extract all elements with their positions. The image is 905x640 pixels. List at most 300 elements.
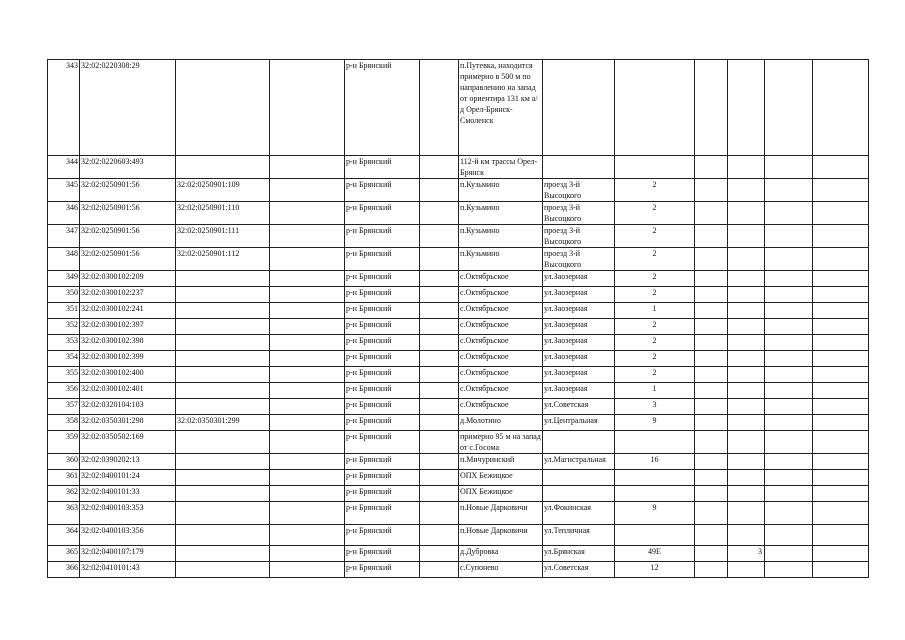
empty-cell (695, 225, 728, 248)
building-number-cell (728, 415, 765, 431)
street-cell: ул.Заозерная (543, 351, 615, 367)
empty-cell (420, 335, 459, 351)
empty-cell (765, 486, 813, 502)
cadastral-number-cell: 32:02:0300102:237 (80, 287, 176, 303)
street-cell: ул.Заозерная (543, 287, 615, 303)
related-cadastral-number-cell (176, 303, 270, 319)
street-cell: проезд 3-й Высоцкого (543, 248, 615, 271)
row-number-cell: 357 (48, 399, 80, 415)
related-cadastral-number-cell: 32:02:0250901:112 (176, 248, 270, 271)
empty-cell (695, 248, 728, 271)
locality-cell: п.Путевка, находится примерно в 500 м по направлению на запад от ориентира 131 км а/д Орел-Брянск-Смоленск (459, 60, 543, 156)
locality-cell: п.Мичуринский (459, 454, 543, 470)
locality-cell: д.Молотино (459, 415, 543, 431)
building-number-cell (728, 383, 765, 399)
building-number-cell (728, 202, 765, 225)
building-number-cell (728, 319, 765, 335)
empty-cell (695, 431, 728, 454)
table-row (48, 502, 869, 525)
row-number-cell: 363 (48, 502, 80, 525)
house-number-cell: 2 (615, 287, 695, 303)
locality-cell: с.Октябрьское (459, 271, 543, 287)
street-cell: проезд 3-й Высоцкого (543, 179, 615, 202)
empty-cell (765, 271, 813, 287)
empty-cell (765, 179, 813, 202)
municipality-cell: р-н Брянский (345, 367, 420, 383)
empty-cell (270, 546, 345, 562)
empty-cell (420, 156, 459, 179)
empty-cell (765, 525, 813, 546)
building-number-cell (728, 303, 765, 319)
empty-cell (270, 525, 345, 546)
table-row (48, 60, 869, 156)
empty-cell (765, 319, 813, 335)
cadastral-number-cell: 32:02:0390202:13 (80, 454, 176, 470)
house-number-cell (615, 156, 695, 179)
empty-cell (420, 546, 459, 562)
empty-cell (765, 287, 813, 303)
empty-cell (695, 525, 728, 546)
house-number-cell: 9 (615, 415, 695, 431)
related-cadastral-number-cell (176, 383, 270, 399)
empty-cell (695, 303, 728, 319)
empty-cell (695, 271, 728, 287)
row-number-cell: 345 (48, 179, 80, 202)
empty-cell (420, 454, 459, 470)
cadastral-number-cell: 32:02:0300102:209 (80, 271, 176, 287)
locality-cell: ОПХ Бежицкое (459, 470, 543, 486)
empty-cell (813, 202, 869, 225)
house-number-cell: 2 (615, 335, 695, 351)
empty-cell (813, 431, 869, 454)
empty-cell (270, 562, 345, 578)
empty-cell (420, 486, 459, 502)
empty-cell (765, 335, 813, 351)
empty-cell (813, 303, 869, 319)
related-cadastral-number-cell (176, 287, 270, 303)
row-number-cell: 346 (48, 202, 80, 225)
locality-cell: с.Октябрьское (459, 351, 543, 367)
table-row (48, 415, 869, 431)
empty-cell (695, 335, 728, 351)
empty-cell (813, 546, 869, 562)
municipality-cell: р-н Брянский (345, 399, 420, 415)
table-body (48, 60, 869, 578)
cadastral-number-cell: 32:02:0350301:298 (80, 415, 176, 431)
empty-cell (765, 454, 813, 470)
empty-cell (765, 431, 813, 454)
empty-cell (765, 367, 813, 383)
empty-cell (765, 351, 813, 367)
street-cell (543, 431, 615, 454)
municipality-cell: р-н Брянский (345, 431, 420, 454)
empty-cell (270, 225, 345, 248)
house-number-cell: 3 (615, 399, 695, 415)
empty-cell (270, 179, 345, 202)
empty-cell (813, 454, 869, 470)
building-number-cell (728, 486, 765, 502)
municipality-cell: р-н Брянский (345, 335, 420, 351)
empty-cell (270, 399, 345, 415)
empty-cell (270, 156, 345, 179)
cadastral-number-cell: 32:02:0400103:356 (80, 525, 176, 546)
related-cadastral-number-cell (176, 546, 270, 562)
empty-cell (813, 271, 869, 287)
empty-cell (813, 156, 869, 179)
building-number-cell (728, 248, 765, 271)
empty-cell (813, 415, 869, 431)
empty-cell (813, 486, 869, 502)
municipality-cell: р-н Брянский (345, 415, 420, 431)
locality-cell: п.Новые Дарковичи (459, 502, 543, 525)
related-cadastral-number-cell (176, 156, 270, 179)
table-row (48, 271, 869, 287)
related-cadastral-number-cell (176, 351, 270, 367)
building-number-cell (728, 525, 765, 546)
related-cadastral-number-cell (176, 525, 270, 546)
municipality-cell: р-н Брянский (345, 287, 420, 303)
empty-cell (765, 248, 813, 271)
locality-cell: с.Октябрьское (459, 367, 543, 383)
locality-cell: д.Дубровка (459, 546, 543, 562)
empty-cell (270, 271, 345, 287)
locality-cell: п.Кузьмино (459, 248, 543, 271)
row-number-cell: 360 (48, 454, 80, 470)
table-row (48, 156, 869, 179)
building-number-cell (728, 502, 765, 525)
empty-cell (695, 287, 728, 303)
municipality-cell: р-н Брянский (345, 502, 420, 525)
table-row (48, 179, 869, 202)
empty-cell (420, 562, 459, 578)
cadastral-number-cell: 32:02:0300102:401 (80, 383, 176, 399)
row-number-cell: 351 (48, 303, 80, 319)
related-cadastral-number-cell (176, 470, 270, 486)
cadastral-number-cell: 32:02:0400101:24 (80, 470, 176, 486)
related-cadastral-number-cell (176, 60, 270, 156)
empty-cell (695, 546, 728, 562)
street-cell: проезд 3-й Высоцкого (543, 225, 615, 248)
row-number-cell: 358 (48, 415, 80, 431)
building-number-cell (728, 454, 765, 470)
table-row (48, 383, 869, 399)
empty-cell (420, 271, 459, 287)
empty-cell (695, 367, 728, 383)
empty-cell (695, 156, 728, 179)
cadastral-number-cell: 32:02:0400103:353 (80, 502, 176, 525)
house-number-cell (615, 60, 695, 156)
related-cadastral-number-cell: 32:02:0350301:299 (176, 415, 270, 431)
related-cadastral-number-cell (176, 271, 270, 287)
municipality-cell: р-н Брянский (345, 60, 420, 156)
building-number-cell (728, 470, 765, 486)
municipality-cell: р-н Брянский (345, 225, 420, 248)
street-cell: ул.Центральная (543, 415, 615, 431)
street-cell: ул.Советская (543, 562, 615, 578)
row-number-cell: 356 (48, 383, 80, 399)
empty-cell (813, 335, 869, 351)
locality-cell: примерно 95 м на запад от с.Госома (460, 432, 541, 452)
row-number-cell: 364 (48, 525, 80, 546)
empty-cell (420, 431, 459, 454)
municipality-cell: р-н Брянский (345, 248, 420, 271)
empty-cell (813, 525, 869, 546)
building-number-cell (728, 351, 765, 367)
building-number-cell: 3 (728, 546, 765, 562)
empty-cell (270, 415, 345, 431)
empty-cell (765, 415, 813, 431)
empty-cell (695, 60, 728, 156)
house-number-cell: 49Е (615, 546, 695, 562)
empty-cell (765, 562, 813, 578)
street-cell: ул.Советская (543, 399, 615, 415)
house-number-cell: 2 (615, 351, 695, 367)
cadastral-number-cell: 32:02:0400107:179 (80, 546, 176, 562)
table-row (48, 367, 869, 383)
empty-cell (270, 248, 345, 271)
street-cell (543, 156, 615, 179)
empty-cell (270, 351, 345, 367)
table-row (48, 335, 869, 351)
empty-cell (420, 383, 459, 399)
empty-cell (420, 202, 459, 225)
empty-cell (695, 486, 728, 502)
locality-cell: с.Супонево (459, 562, 543, 578)
building-number-cell (728, 399, 765, 415)
street-cell (543, 486, 615, 502)
related-cadastral-number-cell: 32:02:0250901:110 (176, 202, 270, 225)
house-number-cell: 16 (615, 454, 695, 470)
cadastral-number-cell: 32:02:0250901:56 (80, 202, 176, 225)
related-cadastral-number-cell (176, 431, 270, 454)
building-number-cell (728, 271, 765, 287)
municipality-cell: р-н Брянский (345, 525, 420, 546)
empty-cell (270, 319, 345, 335)
house-number-cell: 1 (615, 383, 695, 399)
street-cell: ул.Магистральная (543, 454, 615, 470)
empty-cell (420, 248, 459, 271)
cadastral-number-cell: 32:02:0250901:56 (80, 179, 176, 202)
table-row (48, 486, 869, 502)
empty-cell (813, 502, 869, 525)
row-number-cell: 353 (48, 335, 80, 351)
empty-cell (765, 60, 813, 156)
empty-cell (813, 248, 869, 271)
table-row (48, 202, 869, 225)
empty-cell (695, 454, 728, 470)
empty-cell (270, 60, 345, 156)
empty-cell (270, 335, 345, 351)
building-number-cell (728, 60, 765, 156)
municipality-cell: р-н Брянский (345, 319, 420, 335)
empty-cell (420, 319, 459, 335)
empty-cell (813, 470, 869, 486)
table-row (48, 525, 869, 546)
row-number-cell: 361 (48, 470, 80, 486)
related-cadastral-number-cell (176, 502, 270, 525)
street-cell: ул.Брянская (543, 546, 615, 562)
empty-cell (270, 486, 345, 502)
empty-cell (695, 415, 728, 431)
related-cadastral-number-cell (176, 335, 270, 351)
table-row (48, 225, 869, 248)
empty-cell (813, 367, 869, 383)
empty-cell (765, 202, 813, 225)
table-row (48, 562, 869, 578)
empty-cell (420, 525, 459, 546)
table-row (48, 470, 869, 486)
empty-cell (270, 202, 345, 225)
empty-cell (765, 470, 813, 486)
table-row (48, 351, 869, 367)
empty-cell (270, 431, 345, 454)
row-number-cell: 365 (48, 546, 80, 562)
street-cell: проезд 3-й Высоцкого (543, 202, 615, 225)
row-number-cell: 343 (48, 60, 80, 156)
related-cadastral-number-cell (176, 454, 270, 470)
empty-cell (420, 60, 459, 156)
house-number-cell: 2 (615, 225, 695, 248)
locality-cell: 112-й км трассы Орел-Брянск (459, 156, 543, 179)
house-number-cell: 2 (615, 367, 695, 383)
municipality-cell: р-н Брянский (345, 351, 420, 367)
table-row (48, 399, 869, 415)
row-number-cell: 347 (48, 225, 80, 248)
locality-cell: с.Октябрьское (459, 303, 543, 319)
empty-cell (695, 179, 728, 202)
table-row (48, 248, 869, 271)
house-number-cell: 2 (615, 248, 695, 271)
empty-cell (765, 502, 813, 525)
row-number-cell: 344 (48, 156, 80, 179)
building-number-cell (728, 225, 765, 248)
municipality-cell: р-н Брянский (345, 303, 420, 319)
empty-cell (270, 287, 345, 303)
empty-cell (270, 454, 345, 470)
street-cell: ул.Заозерная (543, 271, 615, 287)
building-number-cell (728, 287, 765, 303)
row-number-cell: 348 (48, 248, 80, 271)
empty-cell (695, 383, 728, 399)
related-cadastral-number-cell (176, 562, 270, 578)
empty-cell (695, 470, 728, 486)
municipality-cell: р-н Брянский (345, 271, 420, 287)
empty-cell (270, 470, 345, 486)
locality-cell: п.Кузьмино (459, 225, 543, 248)
empty-cell (270, 502, 345, 525)
table-row (48, 319, 869, 335)
municipality-cell: р-н Брянский (345, 454, 420, 470)
empty-cell (813, 179, 869, 202)
street-cell (543, 60, 615, 156)
municipality-cell: р-н Брянский (345, 486, 420, 502)
related-cadastral-number-cell: 32:02:0250901:109 (176, 179, 270, 202)
cadastral-number-cell: 32:02:0300102:398 (80, 335, 176, 351)
row-number-cell: 350 (48, 287, 80, 303)
house-number-cell (615, 486, 695, 502)
municipality-cell: р-н Брянский (345, 546, 420, 562)
cadastral-number-cell: 32:02:0220308:29 (80, 60, 176, 156)
house-number-cell: 2 (615, 179, 695, 202)
street-cell (543, 470, 615, 486)
house-number-cell: 2 (615, 319, 695, 335)
house-number-cell: 2 (615, 271, 695, 287)
cadastral-number-cell: 32:02:0320104:103 (80, 399, 176, 415)
empty-cell (420, 502, 459, 525)
empty-cell (420, 367, 459, 383)
table-row (48, 287, 869, 303)
house-number-cell: 2 (615, 202, 695, 225)
empty-cell (813, 399, 869, 415)
locality-cell: с.Октябрьское (459, 335, 543, 351)
street-cell: ул.Тепличная (543, 525, 615, 546)
empty-cell (813, 225, 869, 248)
empty-cell (695, 502, 728, 525)
empty-cell (695, 351, 728, 367)
row-number-cell: 352 (48, 319, 80, 335)
municipality-cell: р-н Брянский (345, 156, 420, 179)
cadastral-number-cell: 32:02:0300102:241 (80, 303, 176, 319)
empty-cell (765, 303, 813, 319)
empty-cell (695, 562, 728, 578)
street-cell: ул.Заозерная (543, 335, 615, 351)
table-row (48, 546, 869, 562)
empty-cell (420, 225, 459, 248)
empty-cell (813, 351, 869, 367)
empty-cell (813, 319, 869, 335)
table-row (48, 454, 869, 470)
related-cadastral-number-cell (176, 319, 270, 335)
municipality-cell: р-н Брянский (345, 470, 420, 486)
municipality-cell: р-н Брянский (345, 202, 420, 225)
related-cadastral-number-cell (176, 399, 270, 415)
locality-cell: п.Кузьмино (459, 202, 543, 225)
empty-cell (420, 415, 459, 431)
row-number-cell: 355 (48, 367, 80, 383)
building-number-cell (728, 179, 765, 202)
house-number-cell (615, 470, 695, 486)
cadastral-number-cell: 32:02:0400101:33 (80, 486, 176, 502)
house-number-cell (615, 525, 695, 546)
empty-cell (270, 383, 345, 399)
house-number-cell: 9 (615, 502, 695, 525)
building-number-cell (728, 431, 765, 454)
empty-cell (420, 287, 459, 303)
building-number-cell (728, 335, 765, 351)
empty-cell (420, 399, 459, 415)
empty-cell (765, 399, 813, 415)
street-cell: ул.Фокинская (543, 502, 615, 525)
empty-cell (813, 287, 869, 303)
locality-cell: с.Октябрьское (459, 287, 543, 303)
table-row (48, 431, 869, 454)
empty-cell (270, 367, 345, 383)
cadastral-number-cell: 32:02:0250901:56 (80, 225, 176, 248)
empty-cell (695, 319, 728, 335)
empty-cell (695, 399, 728, 415)
empty-cell (765, 383, 813, 399)
building-number-cell (728, 156, 765, 179)
empty-cell (813, 60, 869, 156)
municipality-cell: р-н Брянский (345, 383, 420, 399)
locality-cell: с.Октябрьское (459, 399, 543, 415)
building-number-cell (728, 367, 765, 383)
street-cell: ул.Заозерная (543, 367, 615, 383)
cadastral-number-cell: 32:02:0300102:399 (80, 351, 176, 367)
municipality-cell: р-н Брянский (345, 562, 420, 578)
empty-cell (765, 156, 813, 179)
empty-cell (420, 351, 459, 367)
